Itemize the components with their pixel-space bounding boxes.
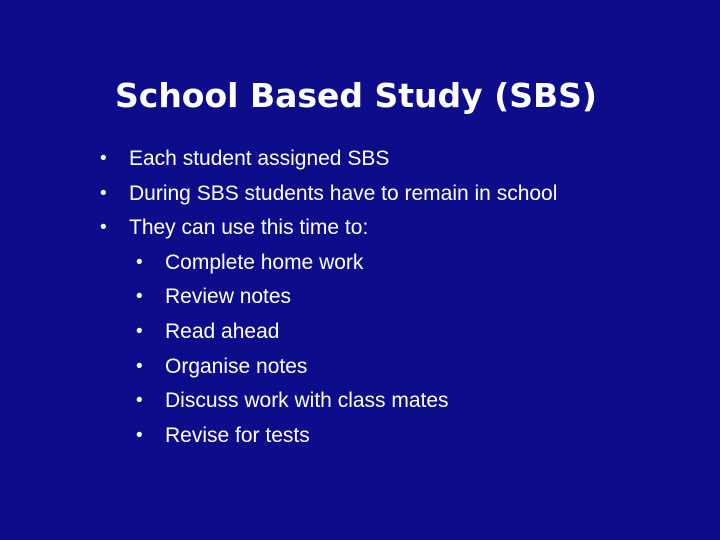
bullet-text: They can use this time to:: [129, 216, 369, 240]
sub-bullet-text: Review notes: [165, 285, 292, 309]
bullet-item: [0, 142, 720, 177]
bullet-icon: •: [100, 217, 107, 239]
bullet-list: [0, 142, 720, 453]
slide-title: School Based Study (SBS): [114, 76, 598, 115]
sub-bullet-item: [0, 384, 720, 419]
sub-bullet-item: [0, 419, 720, 454]
sub-bullet-text: Complete home work: [165, 250, 364, 274]
bullet-icon: •: [136, 251, 143, 273]
sub-bullet-item: [0, 246, 720, 281]
bullet-icon: •: [136, 320, 143, 342]
bullet-text: Each student assigned SBS: [129, 147, 390, 170]
sub-bullet-text: Revise for tests: [165, 423, 310, 447]
bullet-icon: •: [100, 148, 107, 169]
bullet-icon: •: [136, 355, 143, 377]
sub-bullet-text: Organise notes: [165, 354, 308, 378]
sub-bullet-item: [0, 350, 720, 385]
sub-bullet-text: Read ahead: [165, 319, 280, 343]
sub-bullet-item: [0, 280, 720, 315]
bullet-icon: •: [136, 286, 143, 308]
sub-bullet-text: Discuss work with class mates: [165, 389, 449, 413]
bullet-icon: •: [100, 182, 107, 204]
bullet-item: [0, 211, 720, 246]
bullet-icon: •: [136, 424, 143, 446]
bullet-text: During SBS students have to remain in school: [129, 181, 558, 205]
bullet-icon: •: [136, 390, 143, 412]
sub-bullet-item: [0, 315, 720, 350]
bullet-item: [0, 177, 720, 212]
